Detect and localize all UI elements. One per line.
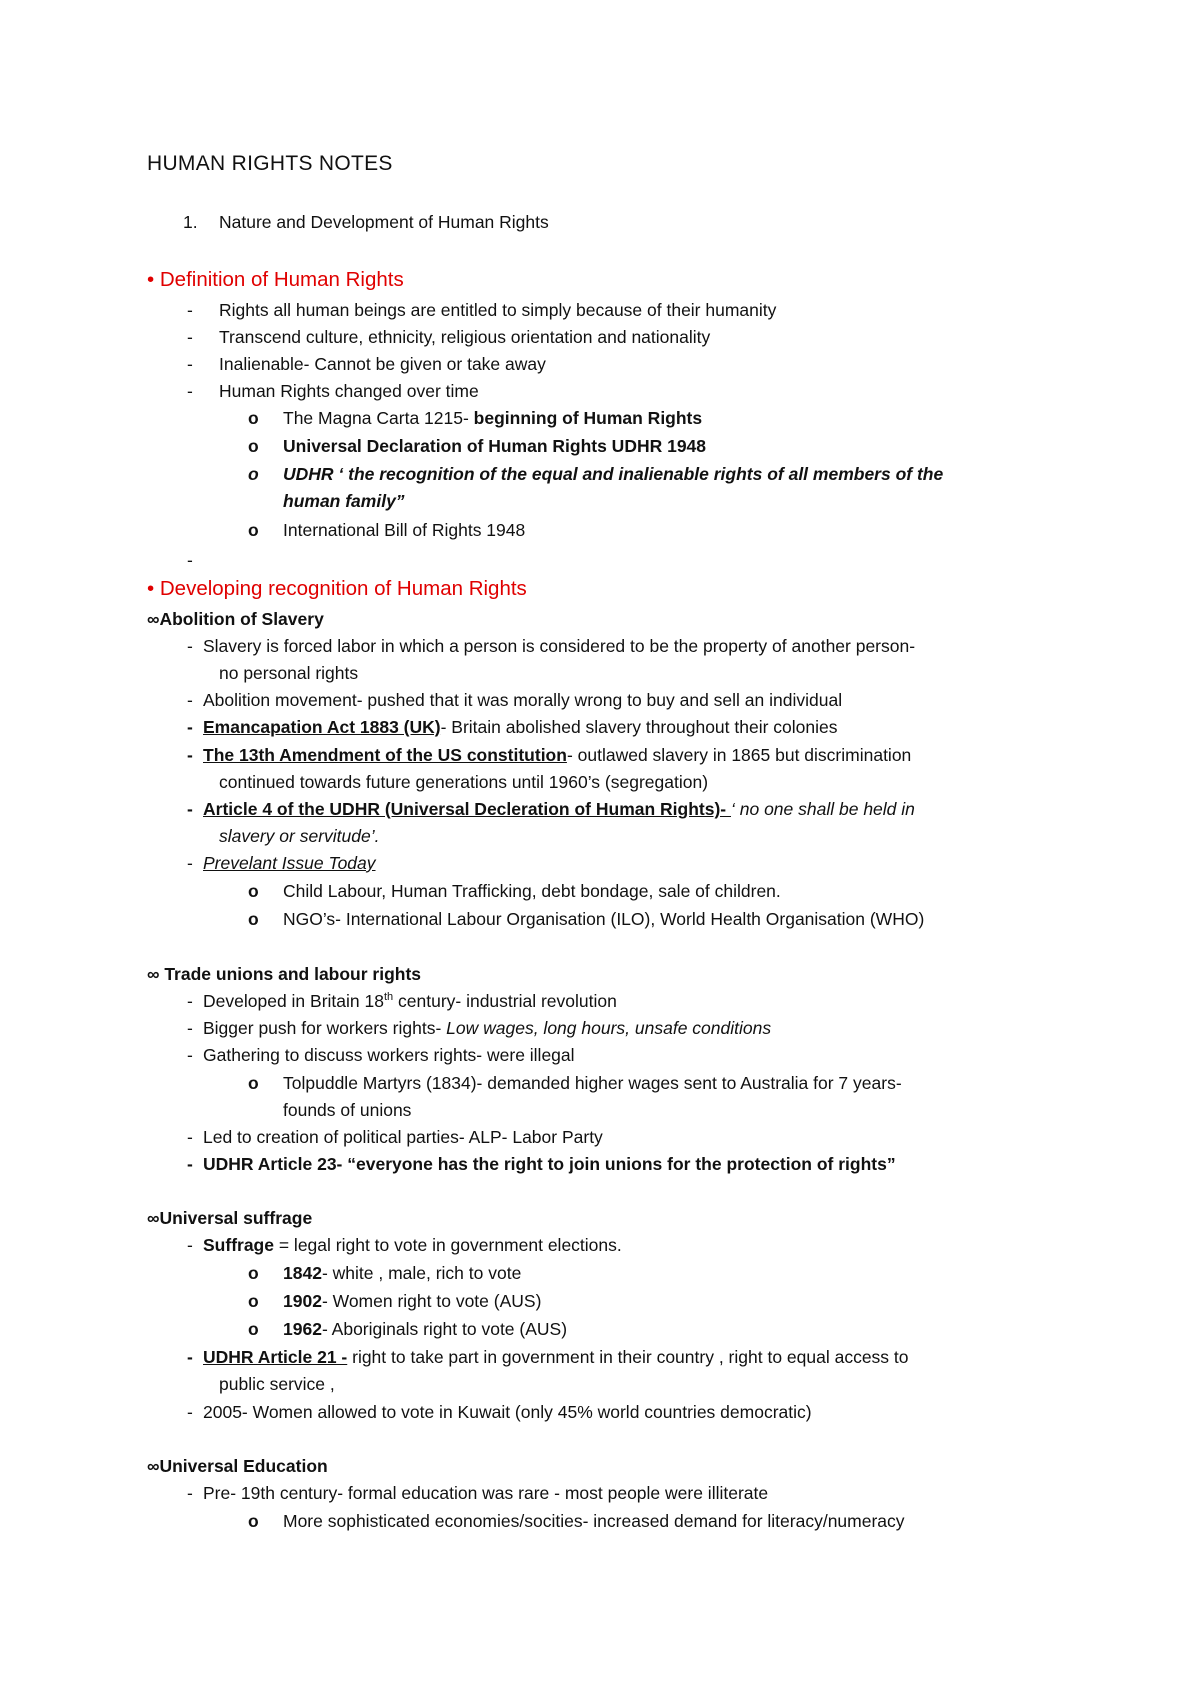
dash-marker: -: [187, 690, 193, 710]
sub-item: International Bill of Rights 1948: [283, 520, 526, 540]
sub-item-quote-cont: human family”: [283, 491, 405, 511]
section-title: Nature and Development of Human Rights: [219, 212, 549, 232]
circle-bullet: o: [248, 1263, 259, 1283]
dash-marker: -: [187, 354, 193, 374]
list-item: 2005- Women allowed to vote in Kuwait (only 45% world countries democratic): [203, 1402, 812, 1422]
dash-marker: -: [187, 1127, 193, 1147]
circle-bullet: o: [248, 408, 259, 428]
circle-bullet: o: [248, 464, 259, 484]
list-item: Bigger push for workers rights- Low wages, long hours, unsafe conditions: [203, 1018, 772, 1038]
dash-marker: -: [187, 1483, 193, 1503]
list-item: Slavery is forced labor in which a person is considered to be the property of another person-: [203, 636, 916, 656]
sub-item: Universal Declaration of Human Rights UDHR 1948: [283, 436, 707, 456]
list-item: Inalienable- Cannot be given or take away: [219, 354, 546, 374]
list-item: Transcend culture, ethnicity, religious orientation and nationality: [219, 327, 711, 347]
sub-item: NGO’s- International Labour Organisation (ILO), World Health Organisation (WHO): [283, 909, 925, 929]
circle-bullet: o: [248, 1319, 259, 1339]
list-item: UDHR Article 23- “everyone has the right to join unions for the protection of rights”: [203, 1154, 896, 1174]
page-title: HUMAN RIGHTS NOTES: [147, 152, 393, 175]
unions-heading: ∞ Trade unions and labour rights: [147, 964, 422, 984]
dash-marker: -: [187, 381, 193, 401]
sub-item-cont: founds of unions: [283, 1100, 412, 1120]
section-number: 1.: [183, 212, 198, 232]
definition-heading: • Definition of Human Rights: [147, 268, 404, 291]
dash-marker: -: [187, 1018, 193, 1038]
developing-heading: • Developing recognition of Human Rights: [147, 577, 527, 600]
sub-item: The Magna Carta 1215- beginning of Human Rights: [283, 408, 703, 428]
list-item: Rights all human beings are entitled to simply because of their humanity: [219, 300, 777, 320]
list-item: Human Rights changed over time: [219, 381, 479, 401]
list-item: Led to creation of political parties- ALP- Labor Party: [203, 1127, 603, 1147]
list-item: Article 4 of the UDHR (Universal Decleration of Human Rights)- ‘ no one shall be held in: [203, 799, 915, 819]
list-item: UDHR Article 21 - right to take part in government in their country , right to equal access to: [203, 1347, 909, 1367]
list-item-cont: no personal rights: [219, 663, 359, 683]
dash-marker: -: [187, 1045, 193, 1065]
list-item: Prevelant Issue Today: [203, 853, 376, 873]
circle-bullet: o: [248, 520, 259, 540]
slavery-heading: ∞Abolition of Slavery: [147, 609, 324, 629]
suffrage-heading: ∞Universal suffrage: [147, 1208, 313, 1228]
list-item-cont: continued towards future generations until 1960’s (segregation): [219, 772, 709, 792]
list-item-cont: slavery or servitude’.: [219, 826, 380, 846]
dash-marker: -: [187, 1347, 193, 1367]
list-item: Gathering to discuss workers rights- were illegal: [203, 1045, 575, 1065]
sub-item: More sophisticated economies/socities- increased demand for literacy/numeracy: [283, 1511, 905, 1531]
dash-marker: -: [187, 1402, 193, 1422]
education-heading: ∞Universal Education: [147, 1456, 328, 1476]
sub-item: 1842- white , male, rich to vote: [283, 1263, 522, 1283]
circle-bullet: o: [248, 1291, 259, 1311]
circle-bullet: o: [248, 881, 259, 901]
sub-item: 1902- Women right to vote (AUS): [283, 1291, 542, 1311]
sub-item: Child Labour, Human Trafficking, debt bondage, sale of children.: [283, 881, 781, 901]
circle-bullet: o: [248, 1073, 259, 1093]
sub-item: Tolpuddle Martyrs (1834)- demanded higher wages sent to Australia for 7 years-: [283, 1073, 902, 1093]
dash-marker: -: [187, 799, 193, 819]
dash-marker: -: [187, 550, 193, 570]
list-item: Developed in Britain 18th century- industrial revolution: [203, 991, 617, 1011]
list-item: Pre- 19th century- formal education was rare - most people were illiterate: [203, 1483, 769, 1503]
dash-marker: -: [187, 636, 193, 656]
circle-bullet: o: [248, 436, 259, 456]
dash-marker: -: [187, 745, 193, 765]
list-item: The 13th Amendment of the US constitution- outlawed slavery in 1865 but discrimination: [203, 745, 912, 765]
list-item: Suffrage = legal right to vote in government elections.: [203, 1235, 622, 1255]
circle-bullet: o: [248, 1511, 259, 1531]
dash-marker: -: [187, 853, 193, 873]
list-item-cont: public service ,: [219, 1374, 335, 1394]
sub-item: 1962- Aboriginals right to vote (AUS): [283, 1319, 568, 1339]
list-item: Abolition movement- pushed that it was morally wrong to buy and sell an individual: [203, 690, 843, 710]
dash-marker: -: [187, 717, 193, 737]
dash-marker: -: [187, 991, 193, 1011]
circle-bullet: o: [248, 909, 259, 929]
dash-marker: -: [187, 327, 193, 347]
list-item: Emancapation Act 1883 (UK)- Britain abolished slavery throughout their colonies: [203, 717, 838, 737]
dash-marker: -: [187, 1154, 193, 1174]
sub-item-quote: UDHR ‘ the recognition of the equal and inalienable rights of all members of the: [283, 464, 944, 484]
dash-marker: -: [187, 1235, 193, 1255]
dash-marker: -: [187, 300, 193, 320]
